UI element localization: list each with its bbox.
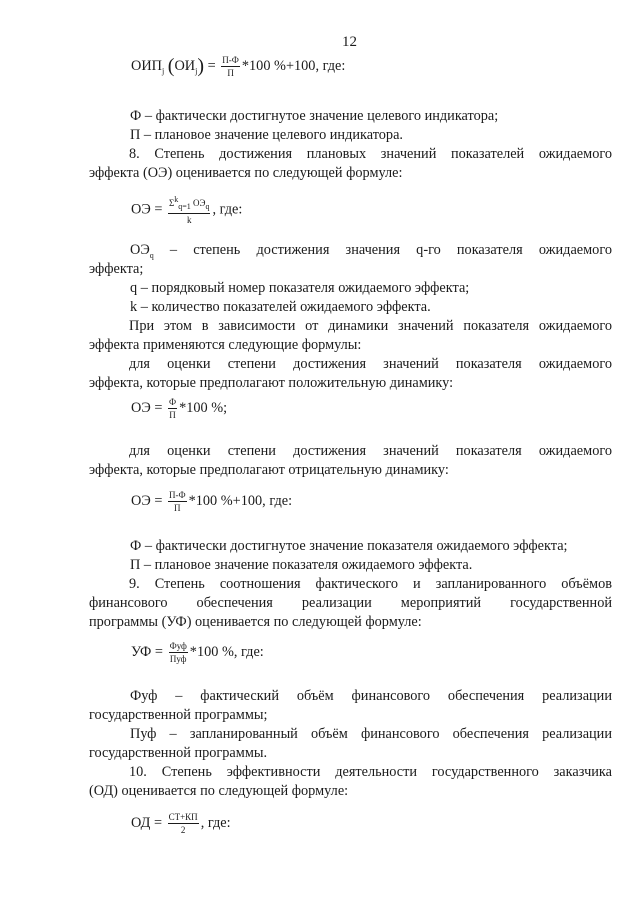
sum-top: k — [174, 195, 179, 204]
fraction-numerator: Фуф — [169, 641, 187, 651]
def-fuf-line1: Фуф – фактический объём финансового обеспечения реализации — [130, 688, 612, 704]
p9-line3: программы (УФ) оценивается по следующей формуле: — [89, 614, 422, 630]
p9-line1: 9. Степень соотношения фактического и запланированного объёмов — [129, 576, 612, 592]
formula-uf — [131, 641, 264, 664]
formula-oe-sum — [131, 195, 242, 225]
formula-oe-pos-fraction — [168, 397, 177, 420]
formula-oip-sub-b: j — [195, 66, 198, 76]
def-p2: П – плановое значение показателя ожидаемого эффекта. — [130, 557, 473, 573]
p10-line1: 10. Степень эффективности деятельности государственного заказчика — [129, 764, 612, 780]
def-f2: Ф – фактически достигнутое значение показателя ожидаемого эффекта; — [130, 538, 568, 554]
sum-body: ОЭ — [193, 198, 206, 208]
fraction-numerator: П-Ф — [222, 55, 239, 65]
formula-uf-fraction — [169, 641, 188, 664]
formula-od-lhs: ОД = — [131, 815, 163, 831]
formula-oe-neg — [131, 490, 292, 513]
p8-line2: эффекта (ОЭ) оценивается по следующей формуле: — [89, 165, 403, 181]
fraction-denominator: П — [227, 68, 234, 78]
formula-oe-pos-tail: *100 %; — [179, 400, 228, 416]
fraction-numerator: СТ+КП — [168, 812, 198, 822]
def-oeq-line2: эффекта; — [89, 261, 144, 277]
formula-oip-fraction — [221, 55, 240, 78]
def-q: q – порядковый номер показателя ожидаемого эффекта; — [130, 280, 470, 296]
fraction-denominator: 2 — [180, 825, 186, 835]
fraction-denominator: Пуф — [169, 654, 187, 664]
p-pos-line2: эффекта, которые предполагают положительную динамику: — [89, 375, 454, 391]
formula-oe-sum-fraction — [168, 195, 210, 225]
p10-line2: (ОД) оценивается по следующей формуле: — [89, 783, 349, 799]
p8-line1: 8. Степень достижения плановых значений показателей ожидаемого — [129, 146, 612, 162]
fraction-denominator: П — [169, 410, 176, 420]
formula-oe-neg-fraction — [168, 490, 187, 513]
sum-numerator: $\Sigma^k_{q=1}$ $ОЭ_q$ — [168, 195, 210, 214]
def-puf-line1: Пуф – запланированный объём финансового обеспечения реализации — [130, 726, 612, 742]
def-p1: П – плановое значение целевого индикатора. — [130, 127, 403, 143]
formula-oe-neg-tail: *100 %+100, где: — [188, 493, 293, 509]
paren-close: ) — [197, 55, 205, 77]
equals-sign: = — [207, 58, 216, 74]
formula-oip-lhs-b: ОИ — [174, 58, 196, 74]
p-dyn-line1: При этом в зависимости от динамики значений показателя ожидаемого — [129, 318, 612, 334]
def-puf-line2: государственной программы. — [89, 745, 268, 761]
formula-uf-tail: *100 %, где: — [189, 644, 264, 660]
formula-od-fraction — [168, 812, 199, 835]
fraction-denominator: П — [174, 503, 181, 513]
fraction-numerator: П-Ф — [168, 490, 186, 500]
sum-bottom: q=1 — [178, 201, 191, 211]
p-pos-line1: для оценки степени достижения значений показателя ожидаемого — [129, 356, 612, 372]
fraction-numerator: Ф — [168, 397, 177, 407]
formula-od-tail: , где: — [200, 815, 231, 831]
formula-od — [131, 812, 231, 835]
def-oeq-symbol: ОЭ — [130, 242, 150, 258]
formula-oip-sub-a: j — [161, 66, 165, 76]
paren-open: ( — [167, 55, 175, 77]
p-neg-line2: эффекта, которые предполагают отрицательную динамику: — [89, 462, 449, 478]
formula-oe-sum-lhs: ОЭ = — [131, 201, 163, 218]
p-dyn-line2: эффекта применяются следующие формулы: — [89, 337, 362, 353]
def-f1: Ф – фактически достигнутое значение целевого индикатора; — [130, 108, 499, 124]
def-oeq-text: – степень достижения значения q-го показателя ожидаемого — [153, 242, 612, 258]
formula-oe-pos-lhs: ОЭ = — [131, 400, 163, 416]
def-oeq-sub: q — [149, 250, 154, 260]
sum-body-sub: q — [205, 201, 210, 211]
formula-oip-tail: *100 %+100, где: — [241, 58, 346, 74]
formula-oe-neg-lhs: ОЭ = — [131, 493, 163, 509]
formula-oip — [131, 55, 345, 78]
formula-oe-sum-tail: , где: — [212, 201, 243, 218]
page-number: 12 — [342, 34, 357, 50]
p-neg-line1: для оценки степени достижения значений показателя ожидаемого — [129, 443, 612, 459]
formula-oe-pos — [131, 397, 227, 420]
formula-oip-lhs-a: ОИП — [131, 58, 162, 74]
def-fuf-line2: государственной программы; — [89, 707, 268, 723]
def-k: k – количество показателей ожидаемого эффекта. — [130, 299, 431, 315]
sum-denominator: k — [186, 214, 192, 225]
p9-line2: финансового обеспечения реализации мероприятий государственной — [89, 595, 612, 611]
formula-uf-lhs: УФ = — [131, 644, 163, 660]
